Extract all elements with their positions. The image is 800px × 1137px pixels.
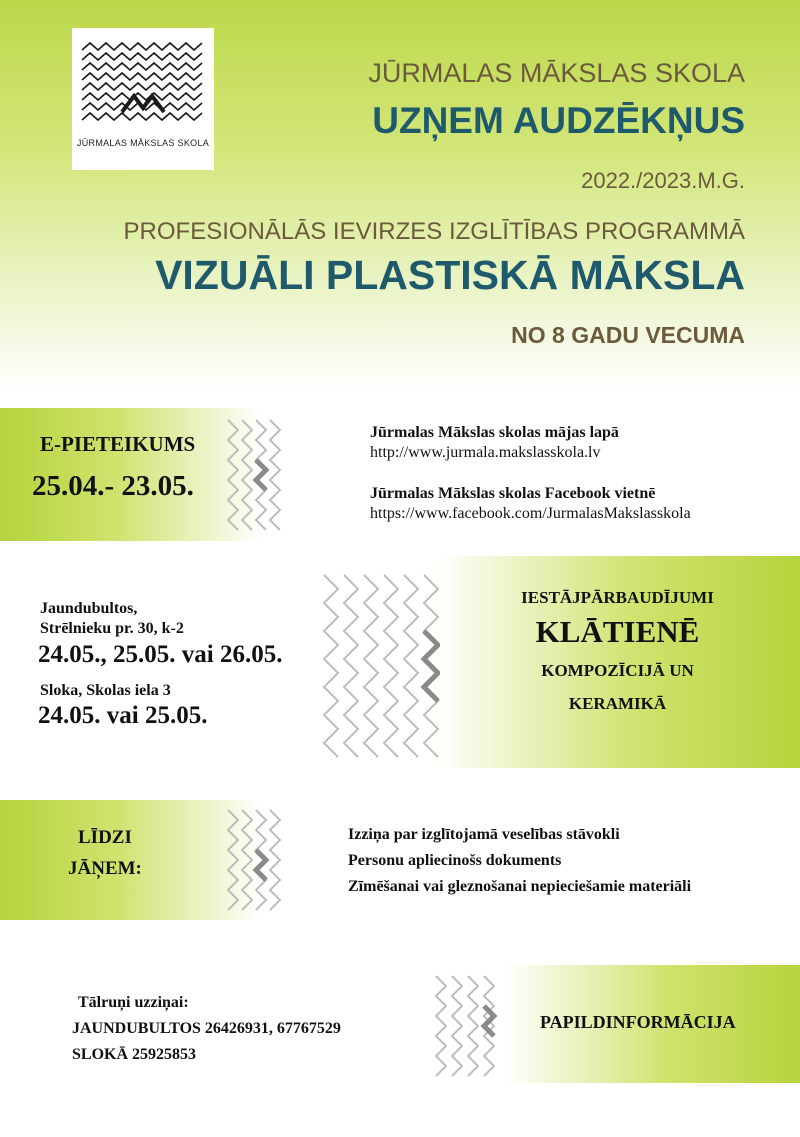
exam-location1-dates: 24.05., 25.05. vai 26.05.: [38, 641, 283, 668]
zigzag-logo-icon: [72, 28, 214, 138]
contacts-line2: SLOKĀ 25925853: [72, 1046, 197, 1063]
exam-title-line3: KOMPOZĪCIJĀ UN: [541, 661, 694, 680]
website-label: Jūrmalas Mākslas skolas mājas lapā: [370, 424, 619, 441]
school-logo: [72, 28, 214, 170]
exam-location2: Sloka, Skolas iela 3: [40, 682, 171, 699]
application-label: E-PIETEIKUMS: [40, 432, 196, 456]
zigzag-decoration-icon: [222, 804, 284, 922]
zigzag-decoration-icon: [320, 565, 440, 765]
bring-item: Personu apliecinošs dokuments: [348, 852, 562, 869]
academic-year: 2022./2023.M.G.: [581, 168, 745, 193]
program-title: PROFESIONĀLĀS IEVIRZES IZGLĪTĪBAS PROGRAMMĀ: [123, 218, 745, 245]
bring-label-line2: JĀŅEM:: [68, 858, 142, 879]
exam-title-line4: KERAMIKĀ: [568, 694, 667, 713]
additional-info-label: PAPILDINFORMĀCIJA: [540, 1012, 736, 1032]
contacts-line1: JAUNDUBULTOS 26426931, 67767529: [72, 1020, 341, 1037]
zigzag-decoration-icon: [222, 412, 284, 540]
logo-text: JŪRMALAS MĀKSLAS SKOLA: [76, 138, 210, 148]
school-name: JŪRMALAS MĀKSLAS SKOLA: [368, 58, 745, 88]
exam-title-line1: IESTĀJPĀRBAUDĪJUMI: [521, 588, 714, 607]
exam-location1-line2: Strēlnieku pr. 30, k-2: [40, 620, 184, 637]
facebook-label: Jūrmalas Mākslas skolas Facebook vietnē: [370, 485, 656, 502]
bring-label-line1: LĪDZI: [78, 827, 132, 848]
exam-location2-dates: 24.05. vai 25.05.: [38, 702, 208, 729]
exam-title-line2: KLĀTIENĒ: [535, 614, 700, 649]
age-requirement: NO 8 GADU VECUMA: [511, 322, 745, 348]
discipline-title: VIZUĀLI PLASTISKĀ MĀKSLA: [155, 252, 745, 298]
website-link[interactable]: http://www.jurmala.makslasskola.lv: [370, 444, 601, 461]
admission-title: UZŅEM AUDZĒKŅUS: [372, 100, 745, 141]
facebook-link[interactable]: https://www.facebook.com/JurmalasMakslasskola: [370, 505, 691, 522]
contacts-heading: Tālruņi uzziņai:: [78, 994, 189, 1011]
application-dates: 25.04.- 23.05.: [32, 470, 194, 502]
zigzag-decoration-icon: [432, 970, 498, 1082]
exam-location1-line1: Jaundubultos,: [40, 600, 138, 617]
bring-item: Zīmēšanai vai gleznošanai nepieciešamie materiāli: [348, 878, 692, 895]
bring-item: Izziņa par izglītojamā veselības stāvokli: [348, 826, 620, 843]
